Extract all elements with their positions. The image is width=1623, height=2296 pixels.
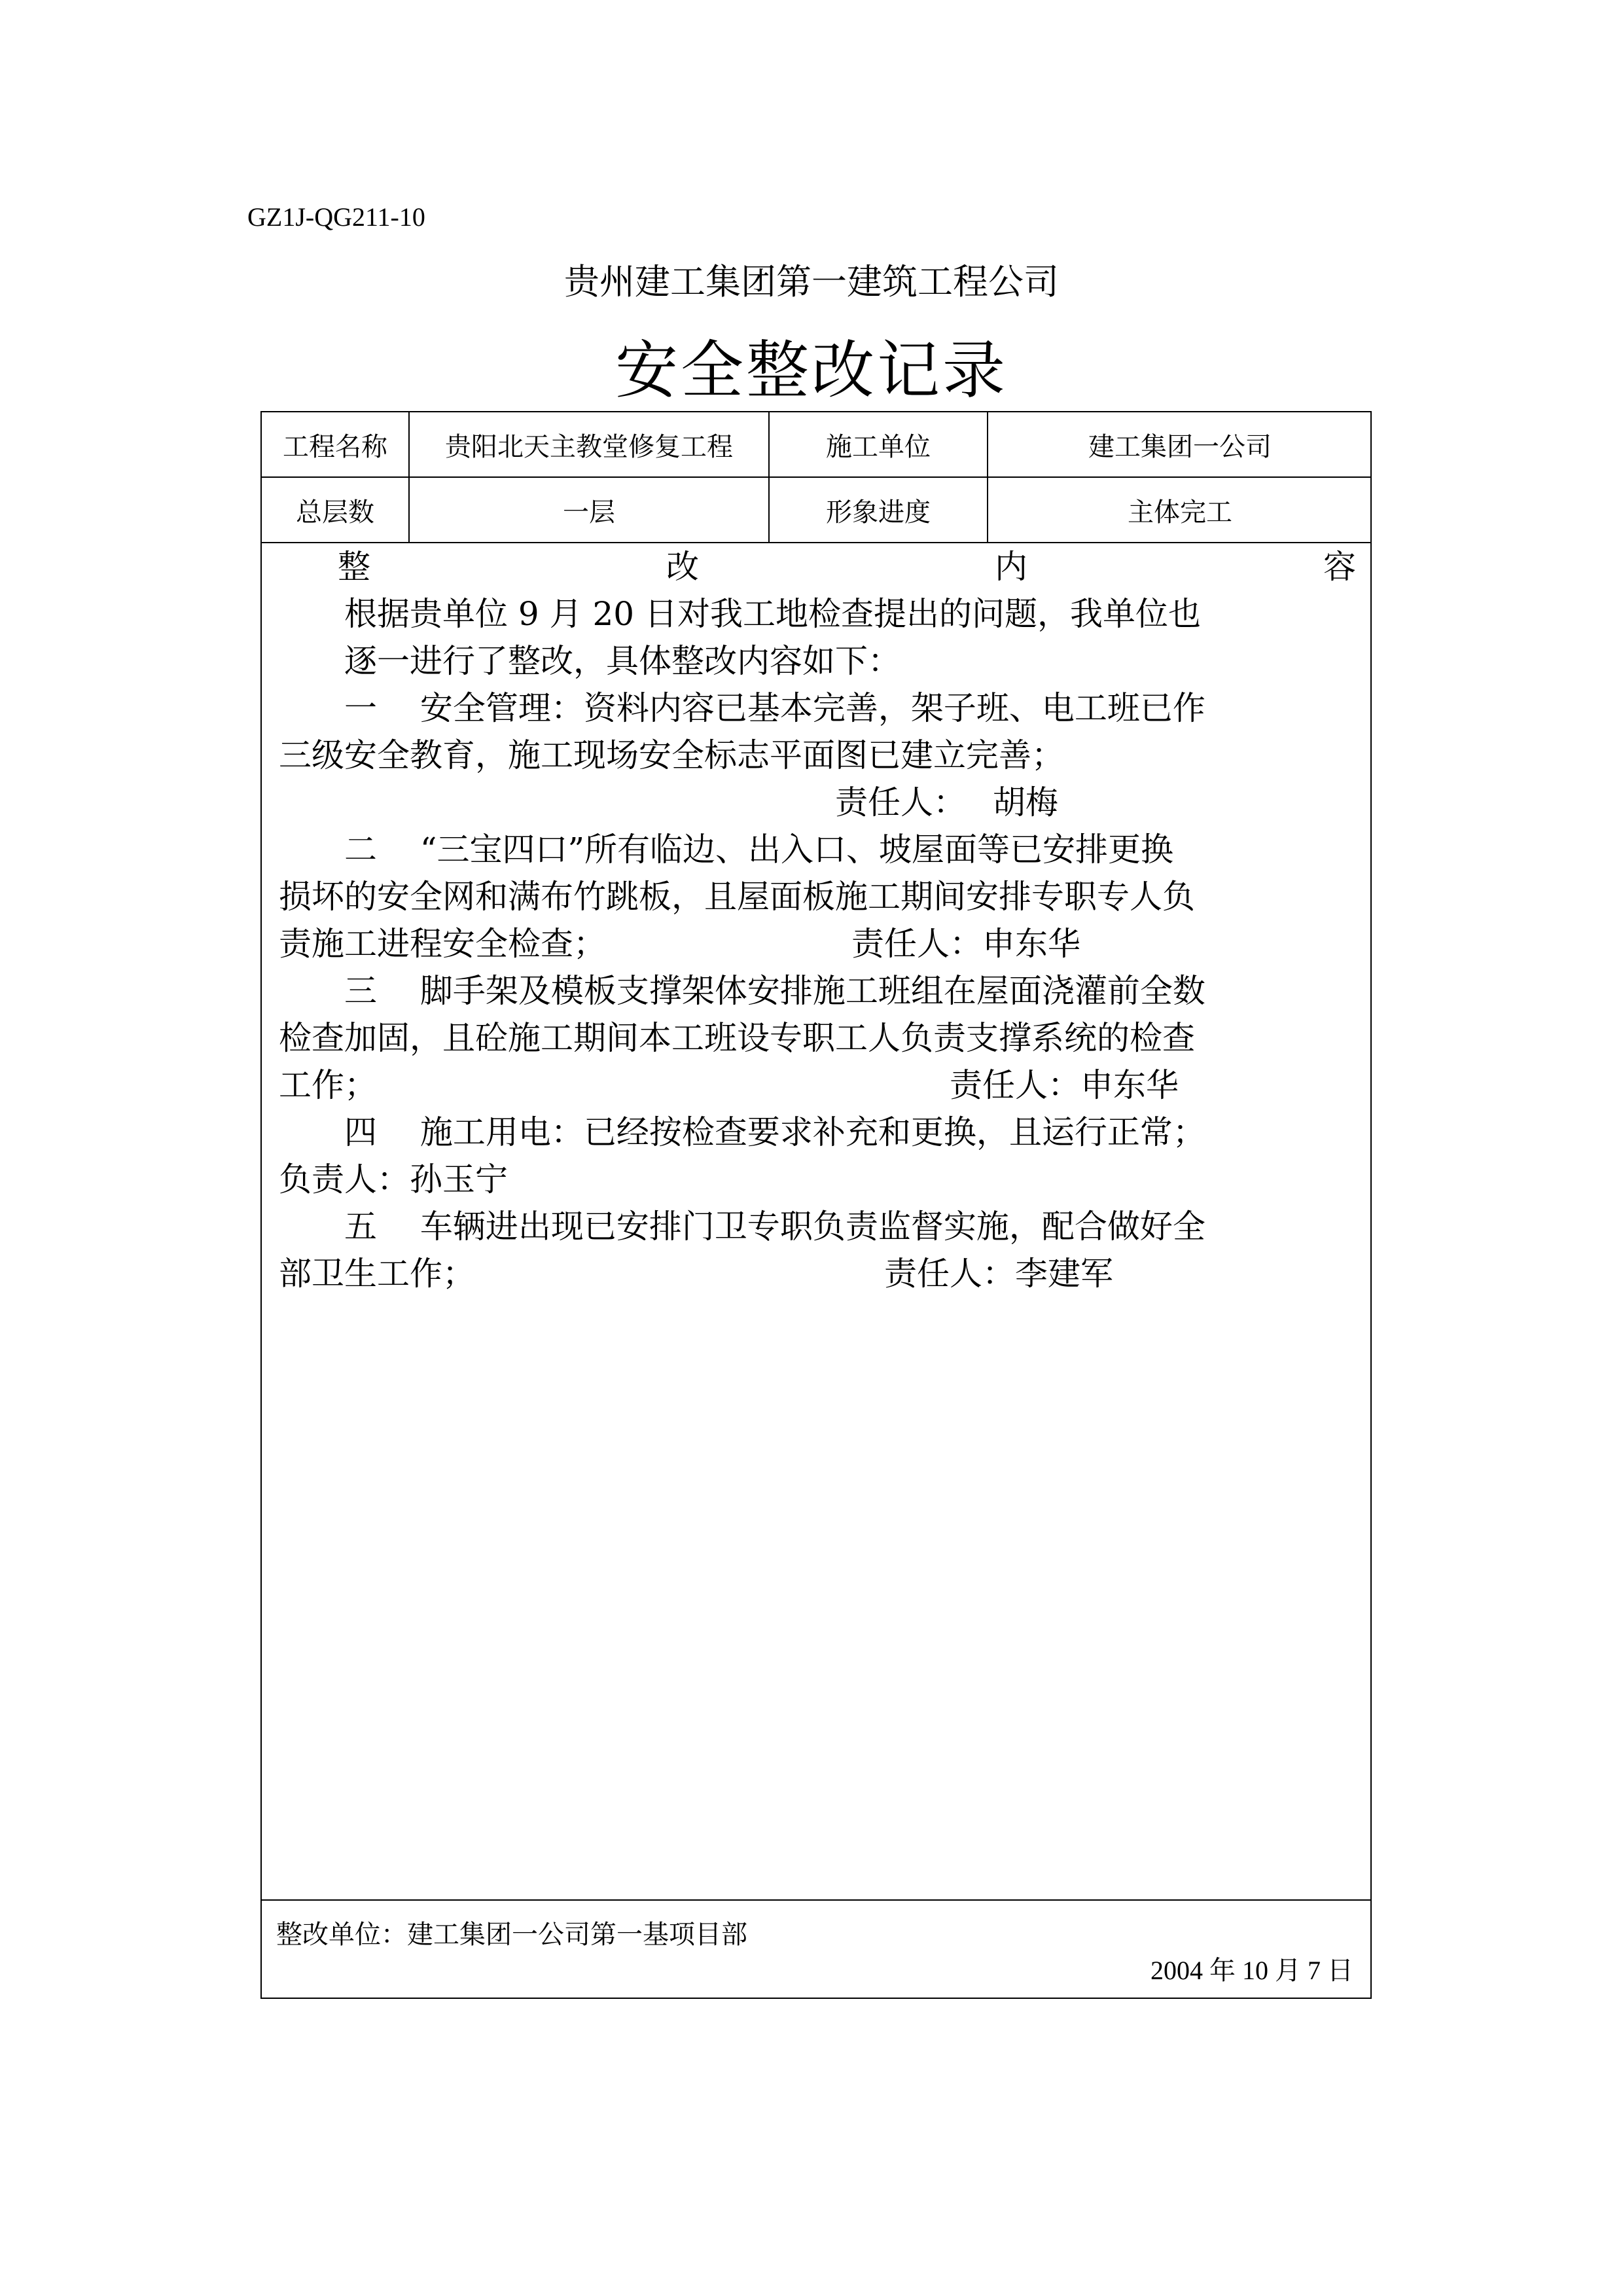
rectification-unit: 整改单位：建工集团一公司第一基项目部 (276, 1920, 747, 1950)
heading-char: 改 (666, 548, 699, 586)
table-row (262, 478, 1370, 543)
progress-label: 形象进度 (770, 478, 988, 542)
project-name-value: 贵阳北天主教堂修复工程 (410, 412, 770, 476)
content-line: 三 脚手架及模板支撑架体安排施工班组在屋面浇灌前全数 (279, 972, 1205, 1010)
content-line: 一 安全管理：资料内容已基本完善，架子班、电工班已作 (279, 689, 1205, 727)
rectification-content (279, 543, 1356, 1297)
document-code: GZ1J-QG211-10 (247, 202, 425, 232)
heading-char: 容 (1323, 548, 1356, 586)
page-title: 安全整改记录 (615, 334, 1008, 407)
form-footer (262, 1899, 1370, 1998)
contractor-label: 施工单位 (770, 412, 988, 476)
heading-char: 整 (338, 548, 370, 586)
content-line: 工作； 责任人：申东华 (279, 1066, 1179, 1104)
contractor-value: 建工集团一公司 (1088, 431, 1272, 462)
content-line: 部卫生工作； 责任人：李建军 (279, 1255, 1113, 1293)
content-line: 负责人：孙玉宁 (279, 1160, 508, 1198)
content-line: 四 施工用电：已经按检查要求补充和更换，且运行正常； (279, 1113, 1205, 1151)
project-name-label: 工程名称 (262, 412, 410, 476)
content-line: 损坏的安全网和满布竹跳板，且屋面板施工期间安排专职专人负 (279, 878, 1195, 916)
content-line: 责施工进程安全检查； 责任人：申东华 (279, 925, 1080, 963)
floors-value: 一层 (410, 478, 770, 542)
content-line: 三级安全教育，施工现场安全标志平面图已建立完善； (279, 736, 1064, 774)
content-line: 检查加固，且砼施工期间本工班设专职工人负责支撑系统的检查 (279, 1019, 1195, 1057)
content-heading (279, 543, 1356, 590)
content-line: 二 “三宝四口”所有临边、出入口、坡屋面等已安排更换 (279, 831, 1174, 869)
progress-value: 主体完工 (1128, 497, 1232, 528)
rectification-form (260, 411, 1372, 1999)
content-line: 责任人： 胡梅 (279, 783, 1058, 821)
rectification-date: 2004 年 10 月 7 日 (1150, 1956, 1353, 1985)
table-row (262, 412, 1370, 478)
company-name: 贵州建工集团第一建筑工程公司 (564, 261, 1059, 302)
floors-label: 总层数 (262, 478, 410, 542)
heading-char: 内 (995, 548, 1027, 586)
content-line: 五 车辆进出现已安排门卫专职负责监督实施，配合做好全 (279, 1208, 1205, 1246)
content-line: 根据贵单位 9 月 20 日对我工地检查提出的问题，我单位也 (279, 595, 1202, 633)
content-line: 逐一进行了整改，具体整改内容如下： (279, 642, 901, 680)
